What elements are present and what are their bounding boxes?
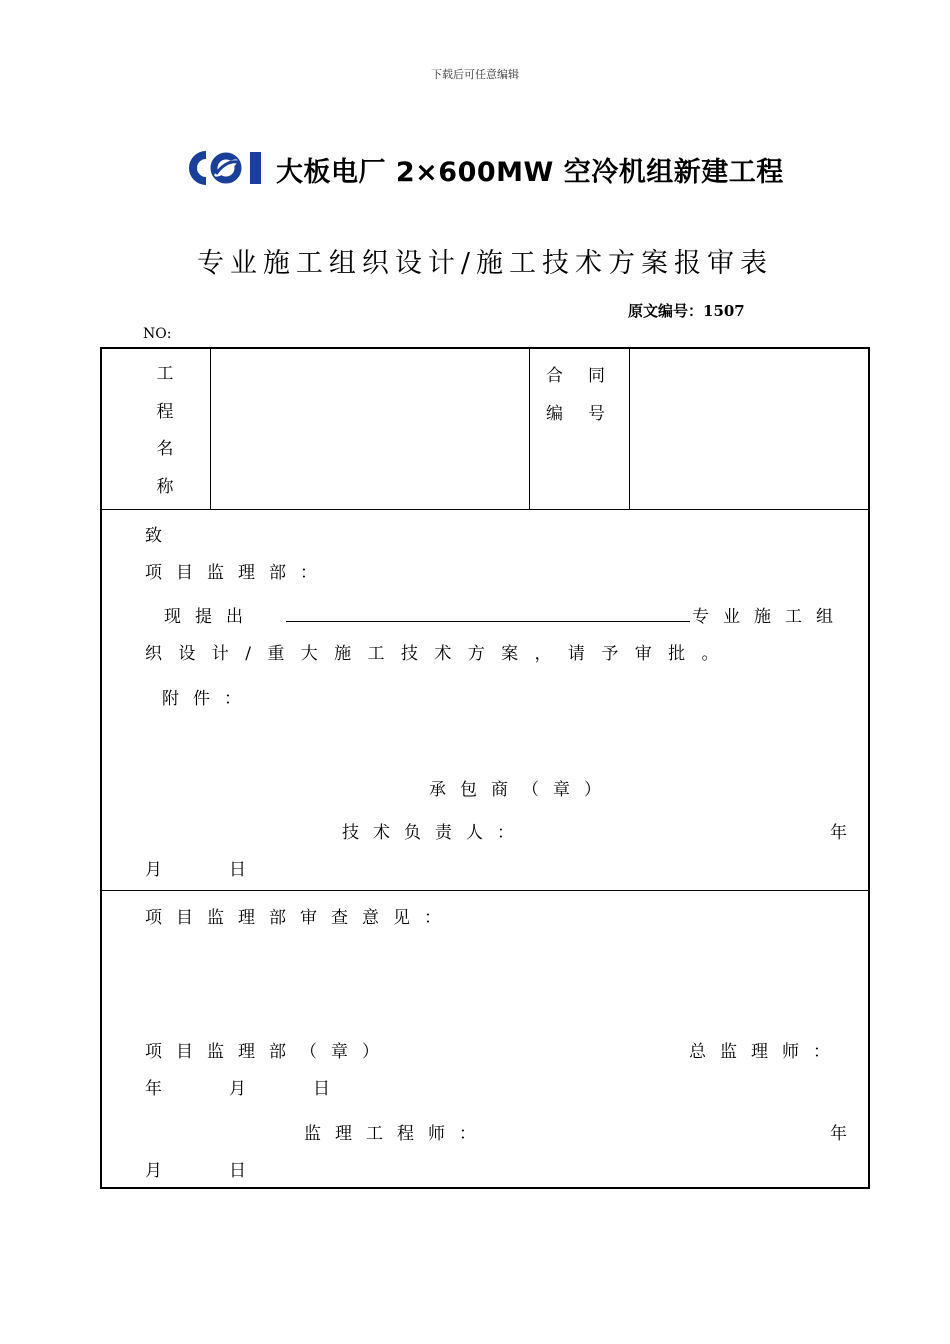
year-label: 年: [830, 1124, 847, 1144]
year-label: 年: [830, 823, 847, 843]
attachment-label: 附件：: [162, 689, 255, 709]
contractor-seal: 承包商（章）: [429, 780, 615, 800]
chief-supervisor-label: 总监理师：: [689, 1042, 844, 1062]
header-note: 下载后可任意编辑: [431, 68, 519, 81]
supervising-engineer-label: 监理工程师：: [304, 1124, 490, 1144]
department-seal: 项目监理部（章）: [145, 1042, 393, 1062]
submit-suffix: 专业施工组: [692, 607, 847, 627]
contract-no-label: 编 号: [546, 404, 609, 424]
project-name-field[interactable]: [212, 351, 527, 507]
review-opinion-label: 项目监理部审查意见：: [145, 908, 455, 928]
project-title: 大板电厂 2×600MW 空冷机组新建工程: [276, 157, 784, 188]
project-name-label: 工 程 名 称: [156, 364, 174, 497]
day-label: 日: [313, 1079, 330, 1099]
to-label: 致: [145, 526, 162, 546]
divider: [102, 890, 868, 891]
to-department: 项目监理部：: [145, 563, 331, 583]
divider: [529, 349, 530, 509]
contract-no-label: 合 同: [546, 366, 609, 386]
tech-lead-label: 技术负责人：: [342, 823, 528, 843]
company-logo-icon: [186, 150, 264, 186]
day-label: 日: [229, 1161, 246, 1181]
divider: [629, 349, 630, 509]
month-label: 月: [145, 860, 162, 880]
specialty-blank-line[interactable]: [286, 621, 690, 622]
submit-line2: 织设计/重大施工技术方案，请予审批。: [145, 644, 735, 664]
form-title: 专业施工组织设计/施工技术方案报审表: [196, 248, 774, 279]
contract-no-field[interactable]: [631, 351, 868, 507]
submit-prefix: 现提出: [164, 607, 257, 627]
month-label: 月: [229, 1079, 246, 1099]
no-label: NO:: [143, 326, 172, 342]
day-label: 日: [229, 860, 246, 880]
approval-form-table: [100, 347, 870, 1189]
year-label: 年: [145, 1079, 162, 1099]
document-number: 原文编号：1507: [628, 302, 745, 320]
divider: [210, 349, 211, 509]
divider: [102, 509, 868, 510]
month-label: 月: [145, 1161, 162, 1181]
